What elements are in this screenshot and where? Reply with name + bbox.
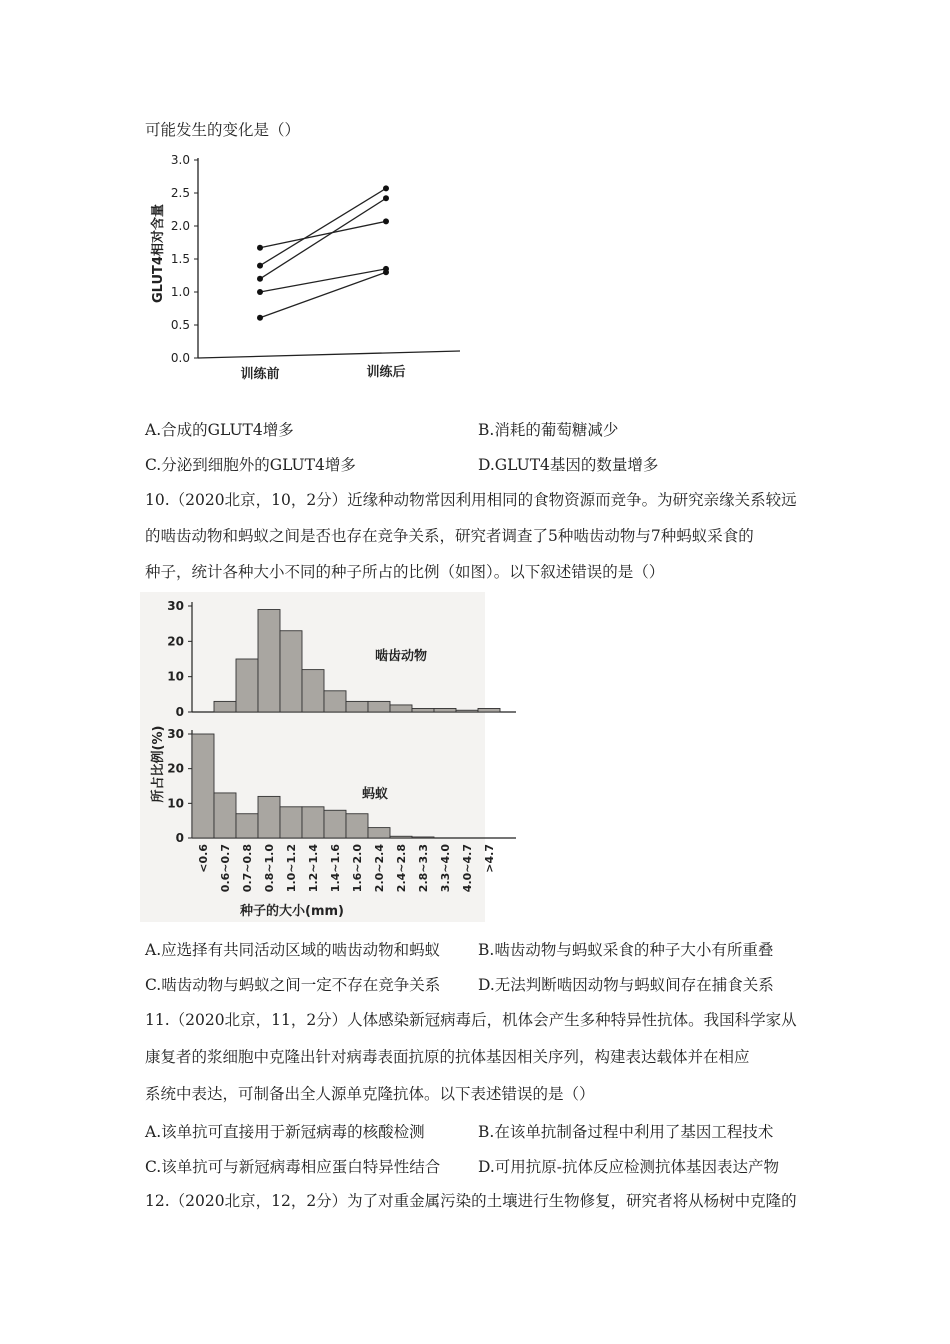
y-tick-label: 0 (175, 831, 184, 845)
series-label-rodent: 啮齿动物 (375, 649, 428, 664)
rodent-bar (324, 691, 346, 712)
option-d: D.无法判断啮因动物与蚂蚁间存在捕食关系 (478, 976, 774, 994)
data-lines (257, 185, 389, 320)
y-tick-label: 10 (167, 796, 184, 811)
ant-bar (214, 793, 236, 838)
question-10-line-2: 的啮齿动物和蚂蚁之间是否也存在竞争关系，研究者调查了5种啮齿动物与7种蚂蚁采食的 (145, 527, 754, 545)
x-tick-label: 训练后 (366, 365, 406, 380)
ant-bar (258, 796, 280, 838)
question-12-line-1: 12.（2020北京，12，2分）为了对重金属污染的土壤进行生物修复，研究者将从杨树中克隆的 (145, 1192, 797, 1210)
x-axis (198, 351, 460, 358)
option-a: A.该单抗可直接用于新冠病毒的核酸检测 (145, 1123, 425, 1141)
option-b: B.在该单抗制备过程中利用了基因工程技术 (478, 1123, 774, 1141)
x-tick-label: 1.6~2.0 (351, 844, 364, 893)
series-line (260, 272, 386, 318)
data-point (257, 263, 263, 269)
option-a: A.合成的GLUT4增多 (145, 421, 294, 439)
x-tick-label: 0.6~0.7 (219, 844, 232, 893)
rodent-bar (280, 631, 302, 712)
y-tick-label: 10 (167, 669, 184, 684)
x-tick-label: 1.0~1.2 (285, 844, 298, 893)
question-text: 可能发生的变化是（） (145, 121, 301, 139)
x-tick-label: 2.8~3.3 (417, 844, 430, 893)
question-10-line-3: 种子，统计各种大小不同的种子所占的比例（如图）。以下叙述错误的是（） (145, 563, 665, 581)
data-point (257, 289, 263, 295)
ant-bar (280, 807, 302, 838)
ant-bar (412, 837, 434, 838)
rodent-bar (302, 670, 324, 712)
ant-bar (346, 814, 368, 838)
y-tick-label: 2.5 (170, 186, 190, 200)
rodent-bar (478, 708, 500, 712)
series-line (260, 269, 386, 292)
y-tick-label: 1.0 (170, 285, 190, 299)
question-11-line-2: 康复者的浆细胞中克隆出针对病毒表面抗原的抗体基因相关序列，构建表达载体并在相应 (145, 1048, 750, 1066)
y-tick-label: 0.0 (170, 351, 190, 365)
option-c: C.啮齿动物与蚂蚁之间一定不存在竞争关系 (145, 976, 441, 994)
rodent-bar (412, 708, 434, 712)
ant-bar (390, 836, 412, 838)
ant-bar (302, 807, 324, 838)
x-axis-label: 种子的大小(mm) (240, 904, 344, 919)
data-point (383, 269, 389, 275)
y-tick-label: 30 (167, 599, 184, 613)
y-tick-label: 3.0 (170, 153, 190, 167)
ant-bar (236, 814, 258, 838)
question-11-line-3: 系统中表达，可制备出全人源单克隆抗体。以下表述错误的是（） (145, 1085, 595, 1103)
data-point (257, 245, 263, 251)
x-tick-label: 2.4~2.8 (395, 844, 408, 893)
option-b: B.啮齿动物与蚂蚁采食的种子大小有所重叠 (478, 941, 774, 959)
y-tick-label: 1.5 (170, 252, 190, 266)
ant-bar (368, 828, 390, 838)
option-c: C.分泌到细胞外的GLUT4增多 (145, 456, 356, 474)
ant-bar (324, 810, 346, 838)
y-tick-label: 20 (167, 634, 184, 649)
data-point (383, 195, 389, 201)
x-tick-label: 1.4~1.6 (329, 844, 342, 893)
option-b: B.消耗的葡萄糖减少 (478, 421, 619, 439)
seed-size-histogram (140, 592, 496, 922)
y-tick-label: 2.0 (170, 219, 190, 233)
y-tick-labels (171, 153, 190, 365)
x-tick-label: >4.7 (483, 844, 496, 873)
series-line (260, 221, 386, 247)
option-d: D.GLUT4基因的数量增多 (478, 456, 659, 474)
series-label-ant: 蚂蚁 (362, 787, 389, 802)
rodent-bar (236, 659, 258, 712)
data-point (383, 218, 389, 224)
y-axis-label: GLUT4相对含量 (151, 204, 166, 303)
y-tick-label: 30 (167, 727, 184, 741)
x-tick-label: 0.8~1.0 (263, 844, 276, 893)
rodent-bar (368, 701, 390, 712)
x-tick-label: <0.6 (197, 844, 210, 873)
rodent-bar (214, 701, 236, 712)
rodent-bar (346, 701, 368, 712)
y-axis-label: 所占比例(%) (151, 725, 166, 803)
question-10-line-1: 10.（2020北京，10，2分）近缘种动物常因利用相同的食物资源而竞争。为研究亲缘关系较远 (145, 491, 797, 509)
glut4-line-chart (140, 148, 480, 388)
option-a: A.应选择有共同活动区域的啮齿动物和蚂蚁 (145, 941, 441, 959)
data-point (383, 185, 389, 191)
rodent-bar (390, 705, 412, 712)
rodent-bar (258, 610, 280, 712)
chart-axes (194, 158, 460, 358)
x-tick-label: 2.0~2.4 (373, 844, 386, 893)
question-11-line-1: 11.（2020北京，11，2分）人体感染新冠病毒后，机体会产生多种特异性抗体。我国科学家从 (145, 1011, 797, 1029)
rodent-bar (434, 708, 456, 712)
option-d: D.可用抗原-抗体反应检测抗体基因表达产物 (478, 1158, 780, 1176)
y-tick-label: 0.5 (170, 318, 190, 332)
y-tick-label: 0 (175, 705, 184, 719)
x-tick-label: 1.2~1.4 (307, 844, 320, 893)
x-tick-label: 0.7~0.8 (241, 844, 254, 893)
ant-bar (192, 734, 214, 838)
x-tick-label: 训练前 (240, 367, 280, 382)
x-tick-label: 4.0~4.7 (461, 844, 474, 893)
rodent-bar (456, 710, 478, 712)
series-line (260, 198, 386, 279)
data-point (257, 276, 263, 282)
x-tick-label: 3.3~4.0 (439, 844, 452, 893)
data-point (257, 315, 263, 321)
y-tick-label: 20 (167, 761, 184, 776)
option-c: C.该单抗可与新冠病毒相应蛋白特异性结合 (145, 1158, 441, 1176)
series-line (260, 188, 386, 265)
